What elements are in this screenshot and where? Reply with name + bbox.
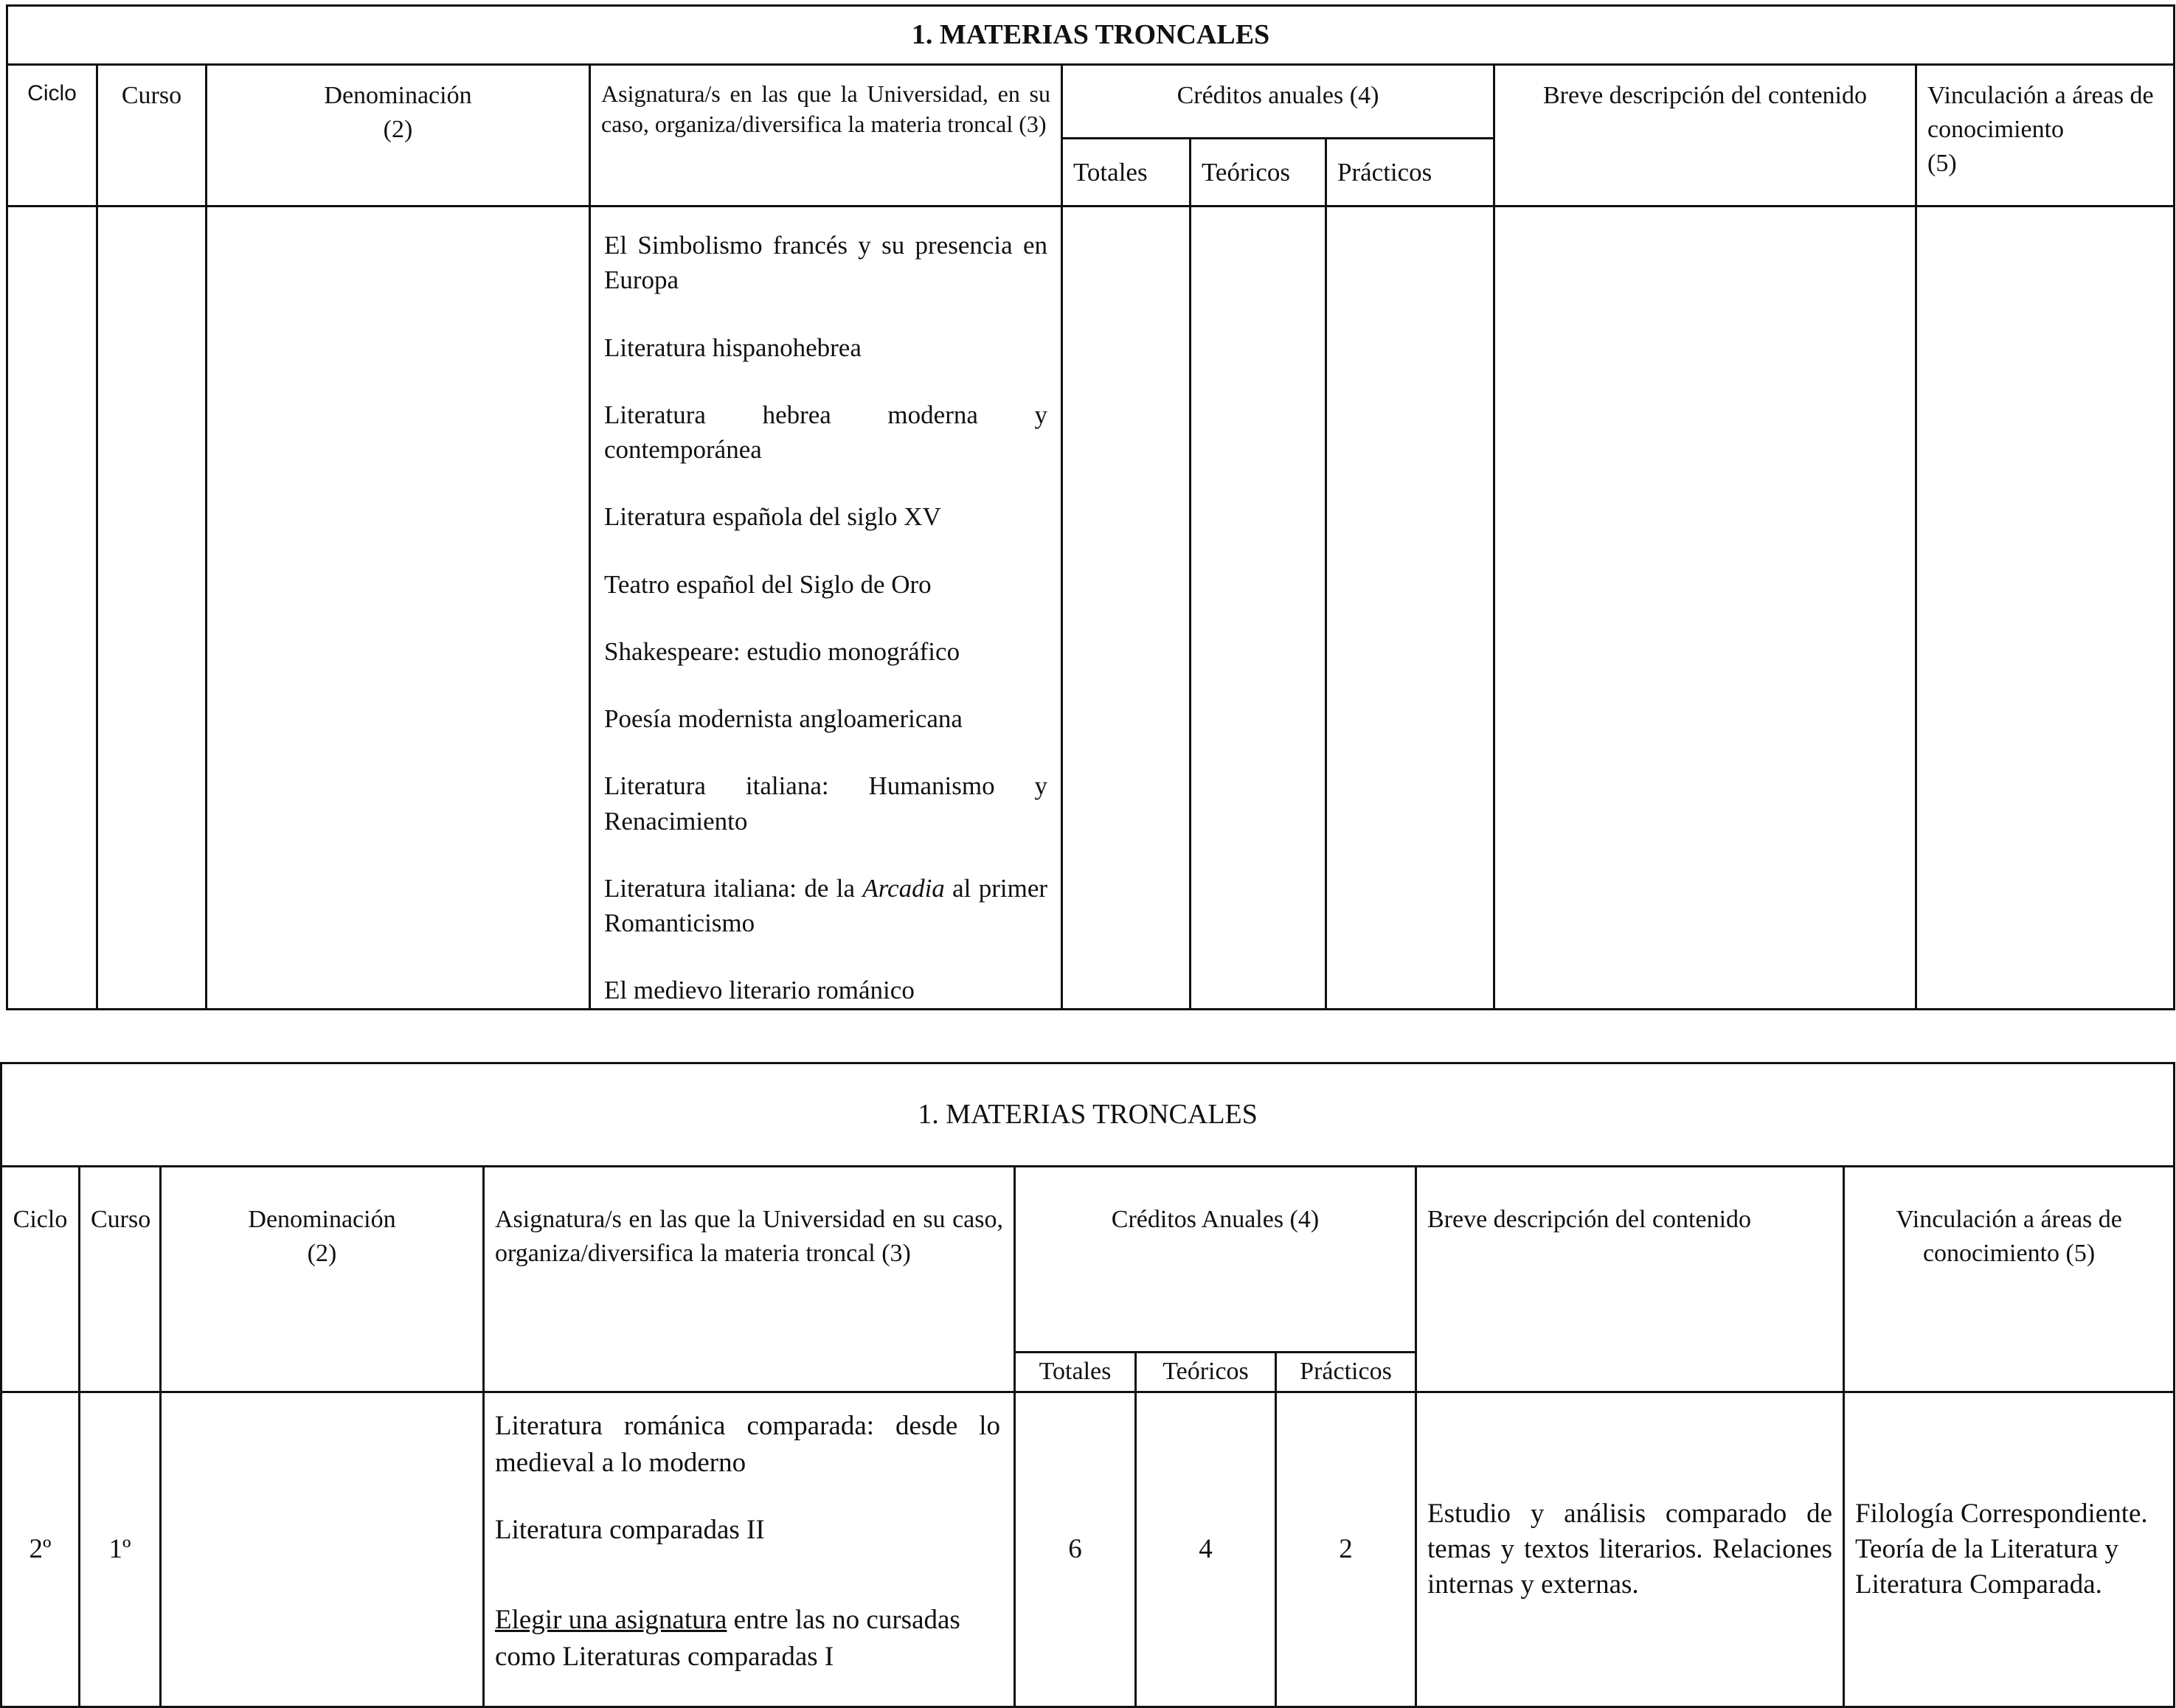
- materias-troncales-table-1: [6, 4, 2175, 1010]
- header-curso: Curso: [80, 1167, 161, 1392]
- header-practicos: Prácticos: [1276, 1353, 1416, 1392]
- cell-curso: 1º: [80, 1392, 161, 1707]
- header-teoricos: Teóricos: [1136, 1353, 1276, 1392]
- denominacion-note: (2): [383, 115, 413, 143]
- cell-denominacion: [207, 206, 590, 1010]
- list-item: Literatura española del siglo XV: [604, 502, 941, 532]
- list-item: El medievo literario románico: [604, 976, 915, 1005]
- list-item: Literatura hebrea moderna y contemporánea: [604, 400, 1047, 464]
- cell-vinculacion: [1916, 206, 2175, 1010]
- list-item-part: Literatura italiana: de la: [604, 873, 855, 903]
- header-vinculacion: [1916, 65, 2175, 206]
- header-asignaturas: Asignatura/s en las que la Universidad en su caso, organiza/diversifica la materia troncal (3): [484, 1167, 1015, 1392]
- cell-ciclo: 2º: [1, 1392, 80, 1707]
- denominacion-label: Denominación: [324, 82, 472, 109]
- list-item: Literatura comparadas II: [495, 1514, 765, 1545]
- denominacion-label: Denominación: [248, 1206, 396, 1233]
- list-item: Teatro español del Siglo de Oro: [604, 569, 932, 599]
- header-ciclo: Ciclo: [1, 1167, 80, 1392]
- cell-denominacion: [161, 1392, 484, 1707]
- header-creditos: Créditos anuales (4): [1062, 65, 1494, 139]
- header-asignaturas: Asignatura/s en las que la Universidad, en su caso, organiza/diversifica la materia troncal (3): [590, 65, 1062, 206]
- cell-curso: [97, 206, 207, 1010]
- vinculacion-area: Filología Correspondiente.: [1855, 1498, 2148, 1529]
- subject-list: [590, 206, 1062, 1010]
- list-item: [495, 1602, 1000, 1676]
- subject-list: [484, 1392, 1015, 1707]
- header-ciclo: Ciclo: [7, 65, 97, 206]
- header-descripcion: Breve descripción del contenido: [1494, 65, 1916, 206]
- table-title: 1. MATERIAS TRONCALES: [7, 6, 2175, 65]
- list-item: Shakespeare: estudio monográfico: [604, 636, 960, 666]
- header-teoricos: Teóricos: [1191, 139, 1326, 206]
- list-item: [604, 871, 1047, 941]
- cell-vinculacion: [1844, 1392, 2175, 1707]
- header-totales: Totales: [1015, 1353, 1136, 1392]
- choice-underlined: Elegir una asignatura: [495, 1604, 727, 1635]
- list-item: Literatura hispanohebrea: [604, 333, 862, 362]
- cell-descripcion: [1494, 206, 1916, 1010]
- cell-totales: 6: [1015, 1392, 1136, 1707]
- cell-teoricos: 4: [1136, 1392, 1276, 1707]
- choice-rest: entre las no cursadas como Literaturas comparadas I: [495, 1604, 960, 1673]
- header-descripcion: Breve descripción del contenido: [1416, 1167, 1844, 1392]
- list-item: Poesía modernista angloamericana: [604, 704, 963, 733]
- header-denominacion: [161, 1167, 484, 1392]
- vinculacion-label: Vinculación a áreas de conocimiento: [1927, 82, 2154, 143]
- header-creditos: Créditos Anuales (4): [1015, 1167, 1416, 1353]
- header-practicos: Prácticos: [1326, 139, 1494, 206]
- cell-ciclo: [7, 206, 97, 1010]
- header-vinculacion: Vinculación a áreas de conocimiento (5): [1844, 1167, 2175, 1392]
- list-item-part: al primer Romanticismo: [604, 873, 1048, 937]
- header-curso: Curso: [97, 65, 207, 206]
- vinculacion-area: Teoría de la Literatura y Literatura Comparada.: [1855, 1533, 2118, 1600]
- cell-totales: [1062, 206, 1191, 1010]
- cell-teoricos: [1191, 206, 1326, 1010]
- header-totales: Totales: [1062, 139, 1191, 206]
- cell-descripcion: Estudio y análisis comparado de temas y textos literarios. Relaciones internas y externas.: [1416, 1392, 1844, 1707]
- list-item: El Simbolismo francés y su presencia en Europa: [604, 231, 1047, 295]
- list-item: Literatura italiana: Humanismo y Renacimiento: [604, 771, 1047, 836]
- arcadia-italic: Arcadia: [862, 873, 945, 903]
- materias-troncales-table-2: [0, 1062, 2175, 1708]
- denominacion-note: (2): [307, 1240, 337, 1268]
- list-item: Literatura románica comparada: desde lo medieval a lo moderno: [495, 1411, 1000, 1479]
- table-title: 1. MATERIAS TRONCALES: [1, 1063, 2175, 1167]
- cell-practicos: [1326, 206, 1494, 1010]
- header-denominacion: [207, 65, 590, 206]
- vinculacion-note: (5): [1927, 149, 1957, 177]
- cell-practicos: 2: [1276, 1392, 1416, 1707]
